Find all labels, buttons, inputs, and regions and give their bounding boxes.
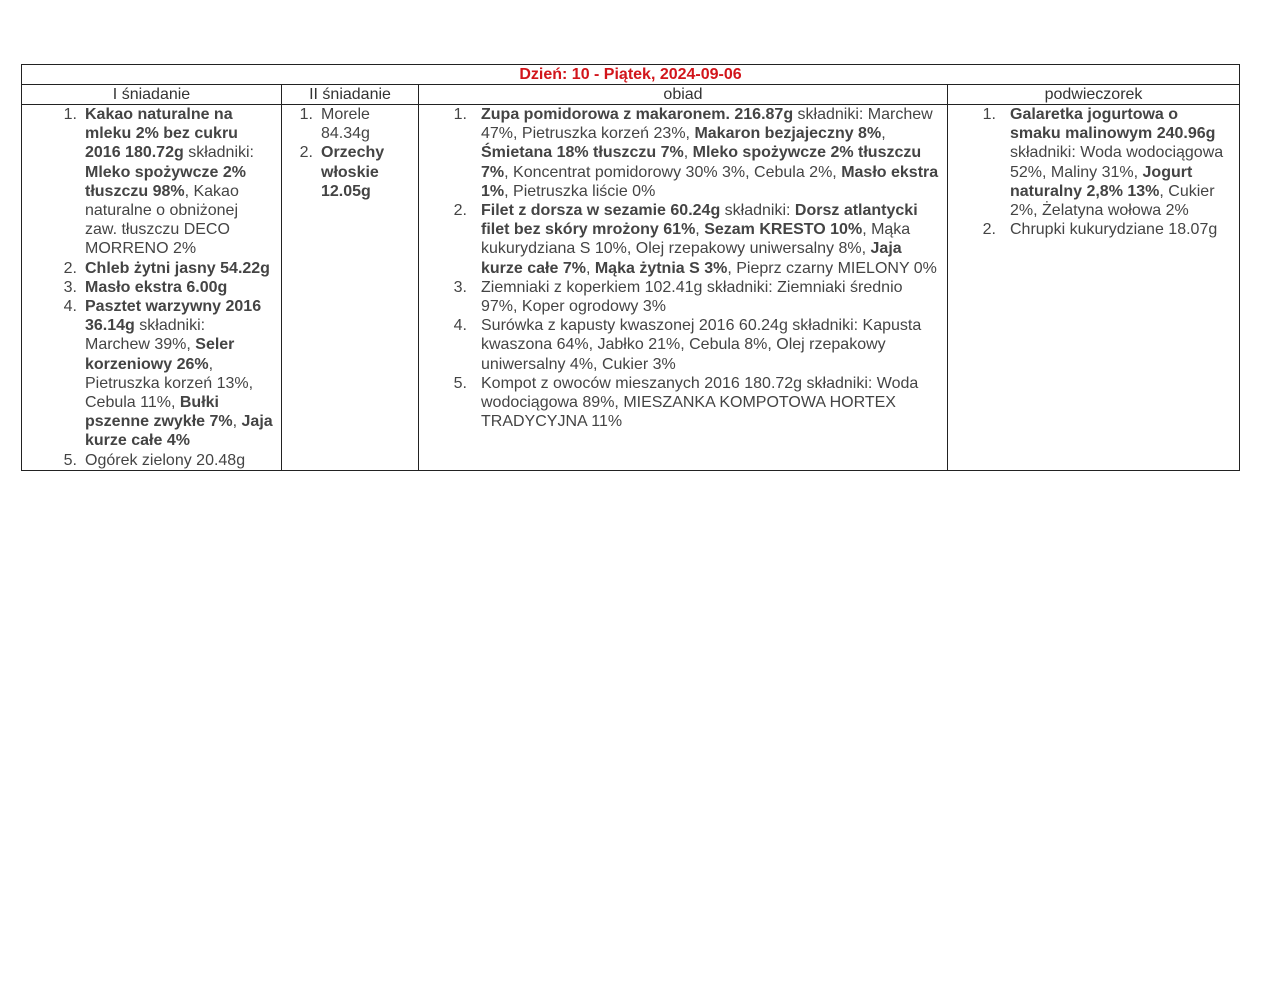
meal-item	[22, 451, 281, 470]
item-number: 1.	[63, 106, 77, 123]
bold-fragment: Makaron bezjajeczny 8%	[694, 125, 882, 143]
meal-item	[22, 297, 281, 451]
text-fragment: , Pietruszka korzeń 13%, Cebula 11%,	[85, 355, 254, 412]
text-fragment: ,	[585, 259, 595, 277]
item-text	[481, 201, 947, 278]
item-number: 1.	[982, 106, 996, 123]
breakfast1-list	[22, 105, 281, 470]
text-fragment: ,	[232, 413, 242, 431]
text-fragment: , Koncentrat pomidorowy 30% 3%, Cebula 2%,	[504, 163, 842, 181]
lunch-list	[419, 105, 947, 431]
meal-item	[419, 278, 947, 316]
text-fragment: składniki: Marchew 47%, Pietruszka korzeń 23%,	[481, 106, 933, 143]
item-text	[85, 259, 281, 278]
text-fragment: Surówka z kapusty kwaszonej 2016 60.24g składniki: Kapusta kwaszona 64%, Jabłko 21%, Cebula 8%, Olej rzepakowy uniwersalny 4%, Cukier 3%	[481, 317, 922, 373]
bold-fragment: Mleko spożywcze 2% tłuszczu 7%	[481, 144, 922, 181]
text-fragment: składniki:	[183, 144, 254, 162]
meal-item	[22, 259, 281, 278]
meal-item	[282, 105, 418, 143]
meal-item	[419, 105, 947, 201]
text-fragment: składniki:	[720, 202, 795, 220]
bold-fragment: Bułki pszenne zwykłe 7%	[85, 394, 233, 431]
day-title: Dzień: 10 - Piątek, 2024-09-06	[22, 65, 1240, 85]
text-fragment: ,	[683, 144, 693, 162]
item-number: 4.	[63, 298, 77, 316]
bold-fragment: Sezam KRESTO 10%	[704, 221, 863, 239]
item-text	[85, 278, 281, 297]
item-text	[481, 105, 947, 201]
meal-item	[419, 201, 947, 278]
bold-fragment: Pasztet warzywny 2016 36.14g	[85, 298, 262, 335]
item-text	[1010, 105, 1239, 220]
item-text	[85, 451, 281, 470]
bold-fragment: Chleb żytni jasny 54.22g	[85, 259, 270, 277]
lunch-cell	[419, 105, 948, 471]
snack-cell	[948, 105, 1240, 471]
text-fragment: , Kakao naturalne o obniżonej zaw. tłuszczu DECO MORRENO 2%	[85, 182, 239, 258]
text-fragment: ,	[881, 125, 886, 143]
bold-fragment: Mleko spożywcze 2% tłuszczu 98%	[85, 163, 246, 200]
item-number: 4.	[453, 317, 467, 335]
meal-item	[22, 105, 281, 259]
item-text	[481, 374, 947, 432]
item-text	[321, 105, 418, 143]
bold-fragment: Śmietana 18% tłuszczu 7%	[481, 144, 684, 162]
item-number: 2.	[982, 221, 996, 239]
bold-fragment: Jaja kurze całe 7%	[481, 240, 902, 277]
bold-fragment: Filet z dorsza w sezamie 60.24g	[481, 202, 721, 220]
column-header-breakfast1: I śniadanie	[22, 85, 282, 105]
meal-item	[948, 220, 1239, 239]
text-fragment: Ziemniaki z koperkiem 102.41g składniki: Ziemniaki średnio 97%, Koper ogrodowy 3%	[481, 278, 903, 316]
bold-fragment: Seler korzeniowy 26%	[85, 336, 235, 373]
menu-table	[21, 64, 1240, 471]
item-number: 3.	[63, 278, 77, 296]
meal-item	[419, 316, 947, 374]
item-number: 2.	[63, 259, 77, 277]
text-fragment: ,	[695, 221, 705, 239]
column-header-snack: podwieczorek	[948, 85, 1240, 105]
breakfast1-cell	[22, 105, 282, 471]
item-text	[85, 297, 281, 451]
text-fragment: Ogórek zielony 20.48g	[85, 451, 246, 469]
text-fragment: Chrupki kukurydziane 18.07g	[1010, 221, 1218, 239]
item-text	[481, 316, 947, 374]
text-fragment: składniki: Marchew 39%,	[85, 317, 206, 354]
header-row	[22, 85, 1240, 105]
text-fragment: , Pietruszka liście 0%	[504, 182, 656, 200]
meals-row	[22, 105, 1240, 471]
bold-fragment: Jogurt naturalny 2,8% 13%	[1010, 163, 1193, 200]
bold-fragment: Zupa pomidorowa z makaronem. 216.87g	[481, 106, 794, 123]
item-text	[321, 143, 418, 201]
breakfast2-list	[282, 105, 418, 201]
bold-fragment: Masło ekstra 1%	[481, 163, 939, 200]
bold-fragment: Kakao naturalne na mleku 2% bez cukru 2016 180.72g	[85, 106, 238, 162]
breakfast2-cell	[282, 105, 419, 471]
item-text	[85, 105, 281, 259]
bold-fragment: Dorsz atlantycki filet bez skóry mrożony 61%	[481, 202, 918, 239]
meal-item	[948, 105, 1239, 220]
meal-item	[419, 374, 947, 432]
item-text	[1010, 220, 1239, 239]
bold-fragment: Jaja kurze całe 4%	[85, 413, 273, 450]
bold-fragment: Orzechy włoskie 12.05g	[321, 144, 385, 200]
text-fragment: Morele 84.34g	[321, 106, 370, 143]
text-fragment: , Pieprz czarny MIELONY 0%	[727, 259, 937, 277]
item-number: 2.	[453, 202, 467, 220]
item-text	[481, 278, 947, 316]
text-fragment: Kompot z owoców mieszanych 2016 180.72g składniki: Woda wodociągowa 89%, MIESZANKA KOMPOTOWA HORTEX TRADYCYJNA 11%	[481, 374, 919, 431]
text-fragment: składniki: Woda wodociągowa 52%, Maliny 31%,	[1010, 144, 1224, 181]
day-row	[22, 65, 1240, 85]
meal-item	[282, 143, 418, 201]
text-fragment: , Mąka kukurydziana S 10%, Olej rzepakowy uniwersalny 8%,	[481, 221, 911, 258]
bold-fragment: Mąka żytnia S 3%	[594, 259, 728, 277]
bold-fragment: Galaretka jogurtowa o smaku malinowym 240.96g	[1010, 106, 1216, 143]
item-number: 3.	[453, 278, 467, 296]
text-fragment: , Cukier 2%, Żelatyna wołowa 2%	[1010, 182, 1215, 220]
item-number: 5.	[63, 451, 77, 469]
item-number: 5.	[453, 374, 467, 392]
item-number: 1.	[299, 106, 313, 123]
bold-fragment: Masło ekstra 6.00g	[85, 278, 228, 296]
item-number: 1.	[453, 106, 467, 123]
meal-item	[22, 278, 281, 297]
item-number: 2.	[299, 144, 313, 162]
column-header-breakfast2: II śniadanie	[282, 85, 419, 105]
column-header-lunch: obiad	[419, 85, 948, 105]
snack-list	[948, 105, 1239, 239]
